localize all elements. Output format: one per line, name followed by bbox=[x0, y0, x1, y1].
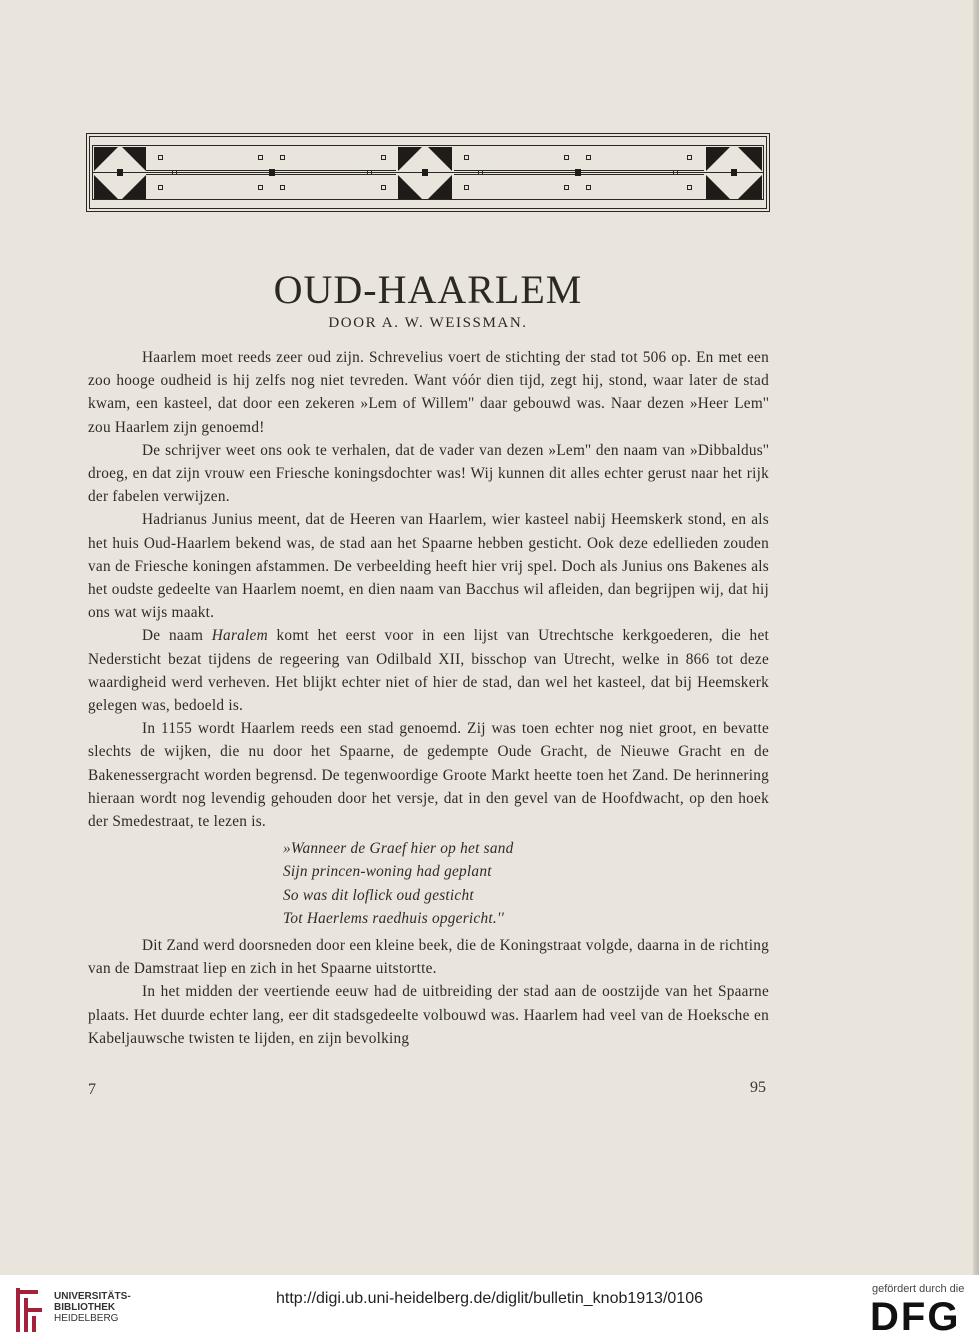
paragraph-text: De naam bbox=[142, 627, 212, 645]
ornamental-header-band bbox=[86, 133, 770, 212]
library-name-line: HEIDELBERG bbox=[54, 1313, 119, 1324]
library-name-line: UNIVERSITÄTS- bbox=[54, 1291, 131, 1302]
library-name-line: BIBLIOTHEK bbox=[54, 1302, 116, 1313]
italic-place-name: Haralem bbox=[211, 627, 268, 645]
paragraph bbox=[88, 624, 769, 717]
funding-note: gefördert durch die bbox=[872, 1283, 965, 1295]
signature-mark: 7 bbox=[88, 1081, 96, 1098]
poem-line: »Wanneer de Graef hier op het sand bbox=[283, 840, 514, 858]
digitization-footer bbox=[0, 1275, 979, 1343]
page-edge bbox=[973, 0, 979, 1275]
paragraph: Haarlem moet reeds zeer oud zijn. Schrevelius voert de stichting der stad tot 506 op. En met een zoo hooge oudheid is hij zelfs nog niet tevreden. Want vóór dien tijd, zegt hij, stond, waar later de stad kwam, een kasteel, dat door een zekeren »Lem of Willem'' daar gebouwd was. Naar dezen »Heer Lem'' zou Haarlem zijn genoemd! bbox=[88, 349, 769, 436]
poem-quote bbox=[283, 837, 769, 930]
source-url-link[interactable]: http://digi.ub.uni-heidelberg.de/diglit/bulletin_knob1913/0106 bbox=[276, 1290, 703, 1307]
paragraph: In 1155 wordt Haarlem reeds een stad genoemd. Zij was toen echter nog niet groot, en bevatte slechts de wijken, die nu door het Spaarne, de gedempte Oude Gracht, de Nieuwe Gracht en de Bakenessergracht worden begrensd. De tegenwoordige Groote Markt heette toen het Zand. De herinnering hieraan wordt nog levendig gehouden door het versje, dat in den gevel van de Hoofdwacht, op den hoek der Smedestraat, te lezen is. bbox=[88, 720, 769, 831]
article-title: OUD-HAARLEM bbox=[273, 267, 583, 312]
paragraph: Dit Zand werd doorsneden door een kleine beek, die de Koningstraat volgde, daarna in de richting van de Damstraat liep en zich in het Spaarne uitstortte. bbox=[88, 937, 769, 978]
poem-line: Tot Haerlems raedhuis opgericht.'' bbox=[283, 909, 504, 927]
paragraph: In het midden der veertiende eeuw had de uitbreiding der stad aan de oostzijde van het Spaarne plaats. Het duurde echter lang, eer dit stadsgedeelte volbouwd was. Haarlem had veel van de Hoeksche en Kabeljauwsche twisten te lijden, en zijn bevolking bbox=[88, 983, 769, 1047]
article-byline: DOOR A. W. WEISSMAN. bbox=[328, 315, 528, 331]
poem-line: So was dit loflick oud gesticht bbox=[283, 886, 474, 904]
paragraph: De schrijver weet ons ook te verhalen, dat de vader van dezen »Lem'' den naam van »Dibbaldus'' droeg, en dat zijn vrouw een Friesche koningsdochter was! Wij kunnen dit alles echter gerust naar het rijk der fabelen verwijzen. bbox=[88, 441, 769, 506]
poem-line: Sijn princen-woning had geplant bbox=[283, 863, 492, 881]
article-body bbox=[88, 346, 769, 1050]
dfg-logo[interactable]: DFG bbox=[870, 1295, 961, 1339]
paragraph: Hadrianus Junius meent, dat de Heeren van Haarlem, wier kasteel nabij Heemskerk stond, en als het huis Oud-Haarlem bekend was, de stad aan het Spaarne hebben gesticht. Ook deze edellieden zouden van de Friesche koningen afstammen. De verbeelding heeft hier vrij spel. Doch als Junius ons Bakenes als het oudste gedeelte van Haarlem noemt, en dien naam van Bacchus wil afleiden, dan begrijpen wij, dat hij ons wat wijs maakt. bbox=[88, 511, 769, 622]
paragraph-text: komt het eerst voor in een lijst van Utrechtsche kerkgoederen, die het Nedersticht bezat tijdens de regeering van Odilbald XII, bisschop van Utrecht, welke in 866 tot deze waardigheid werd verheven. Het blijkt echter niet of hier de stad, dan wel het kasteel, dat bij Heemskerk gelegen was, bedoeld is. bbox=[88, 627, 769, 715]
page-number: 95 bbox=[750, 1079, 766, 1096]
